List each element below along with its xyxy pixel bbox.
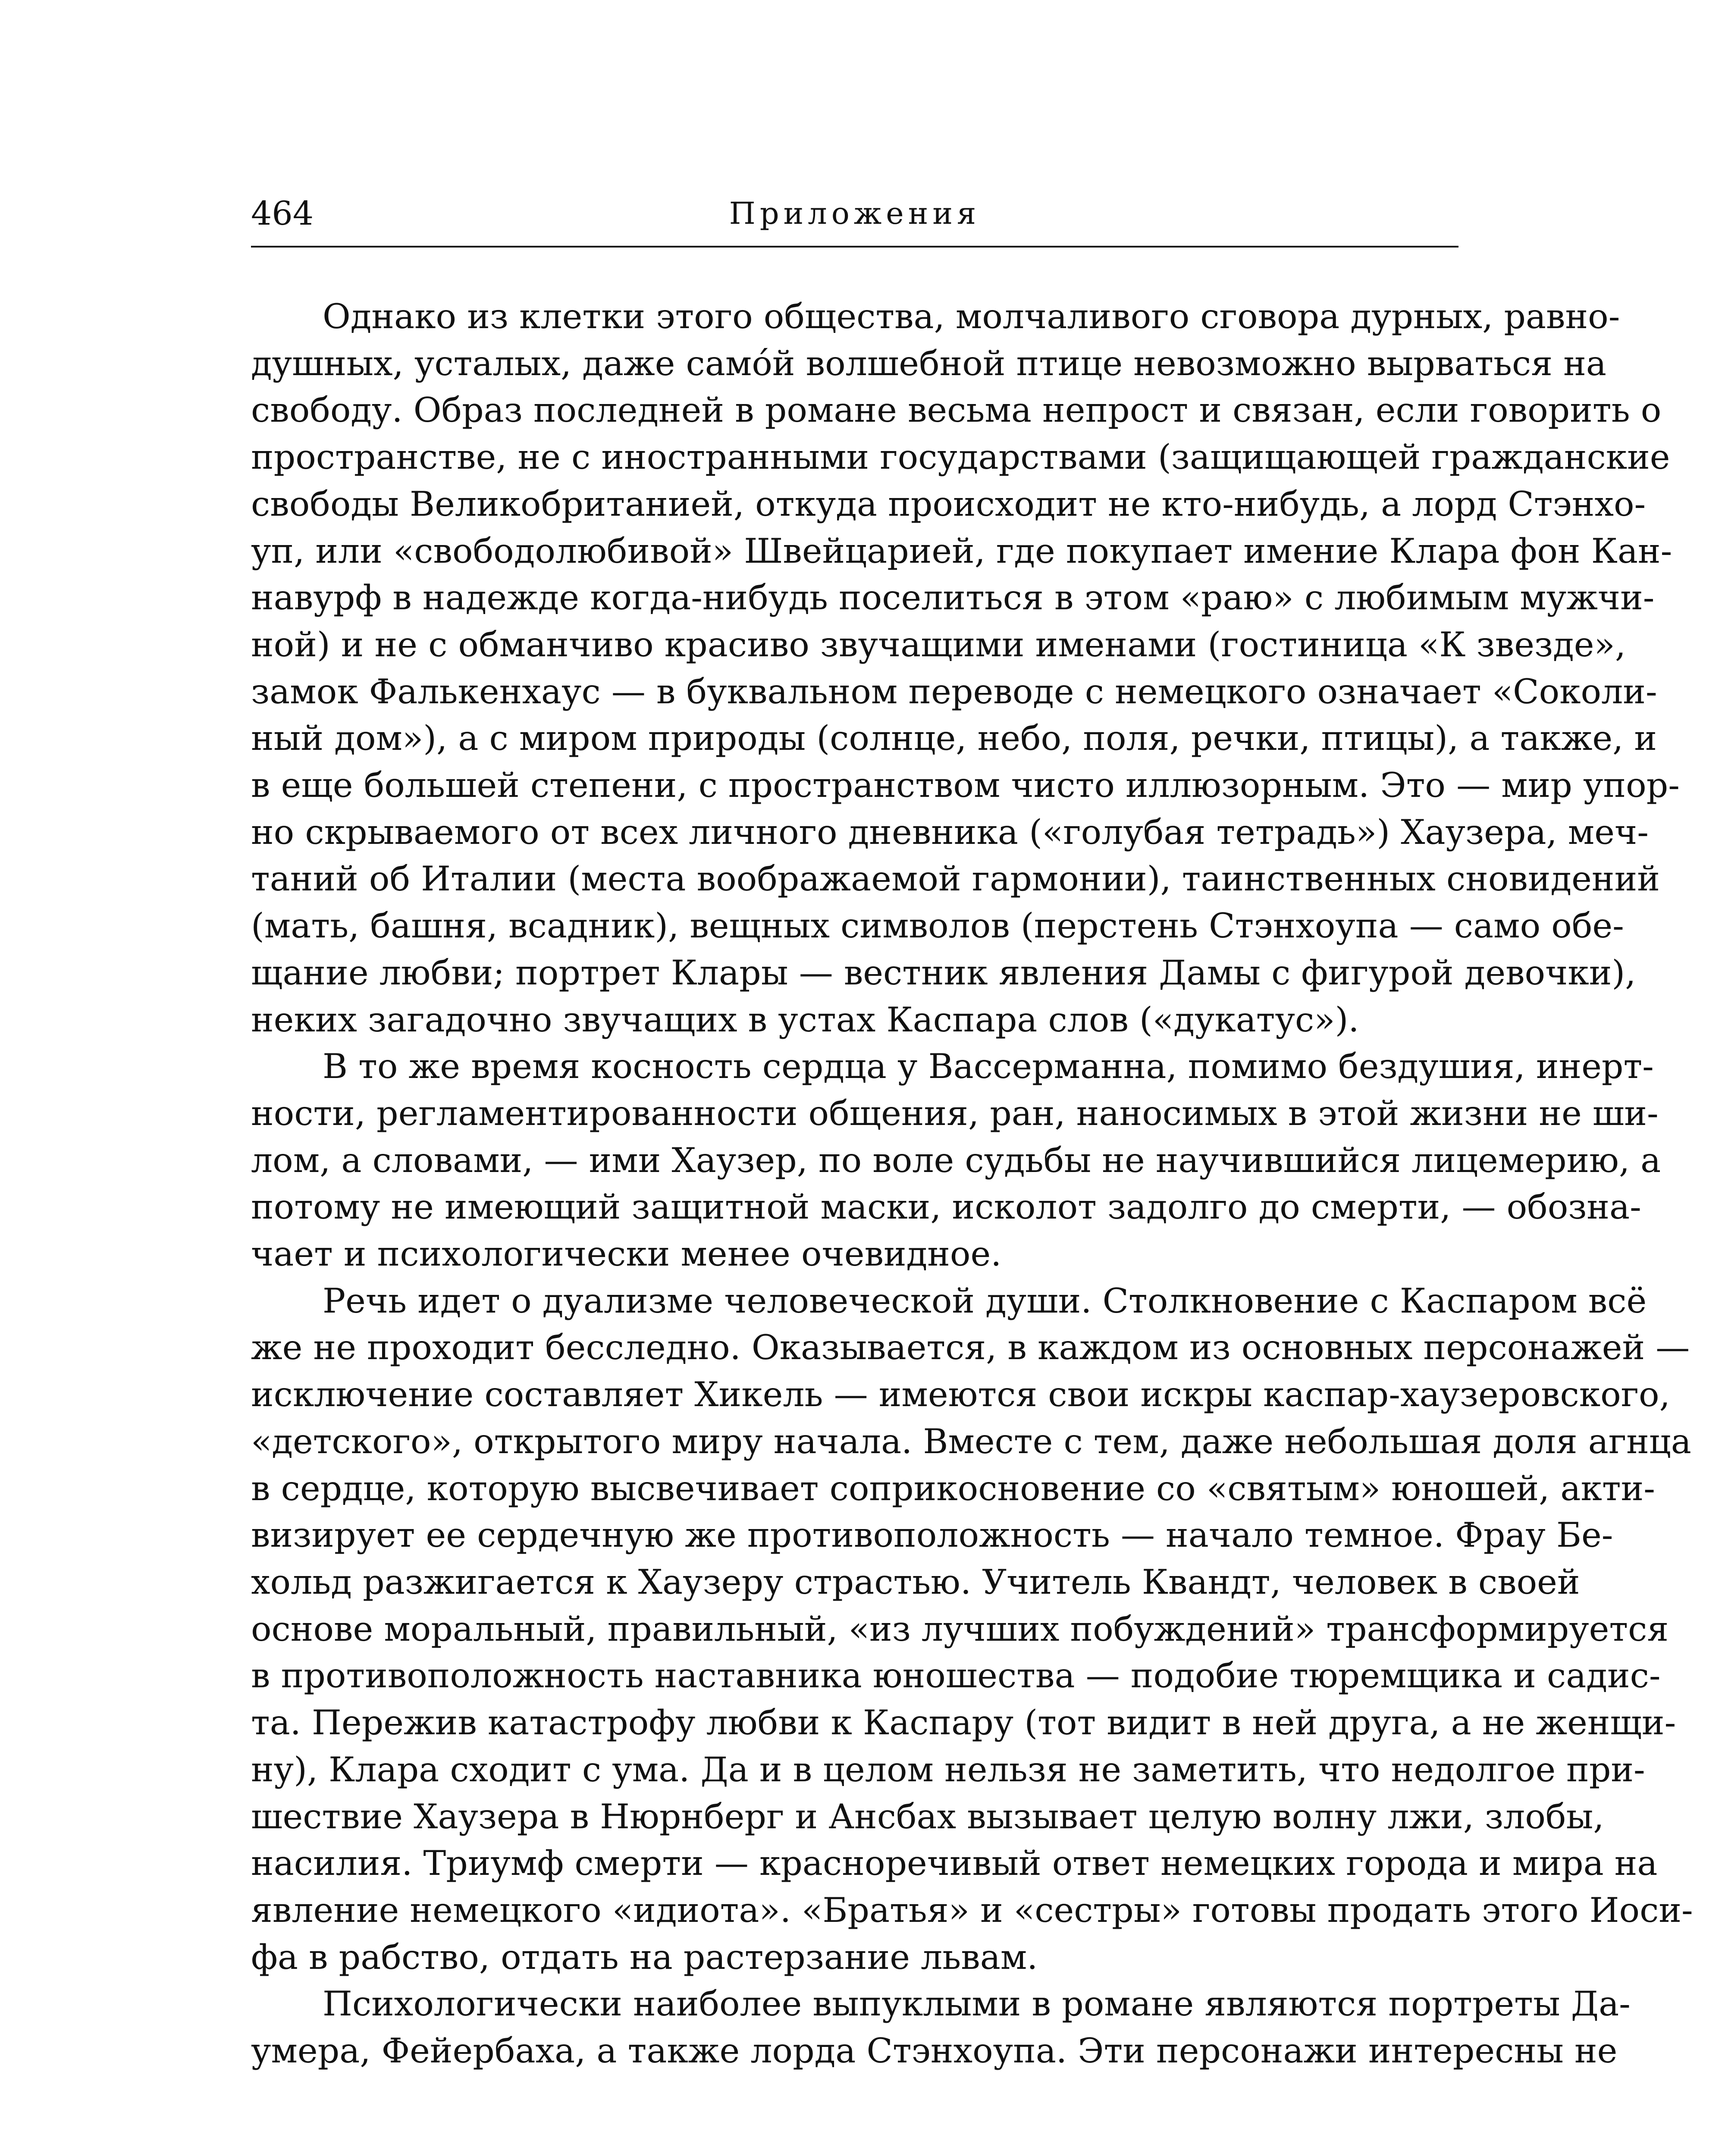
text-line: явление немецкого «идиота». «Братья» и «сестры» готовы продать этого Иоси- bbox=[251, 1890, 1693, 1930]
text-line: свободы Великобританией, откуда происходит не кто-нибудь, а лорд Стэнхо- bbox=[251, 484, 1646, 524]
paragraph-3 bbox=[251, 1278, 1693, 1981]
text-line: же не проходит бесследно. Оказывается, в каждом из основных персонажей — bbox=[251, 1328, 1690, 1368]
text-line: душных, усталых, даже самóй волшебной птице невозможно вырваться на bbox=[251, 343, 1606, 383]
text-line: в сердце, которую высвечивает соприкосновение со «святым» юношей, акти- bbox=[251, 1468, 1655, 1508]
text-line: хольд разжигается к Хаузеру страстью. Учитель Квандт, человек в своей bbox=[251, 1562, 1580, 1602]
text-line: визирует ее сердечную же противоположность — начало темное. Фрау Бе- bbox=[251, 1515, 1613, 1555]
text-line: в еще большей степени, с пространством чисто иллюзорным. Это — мир упор- bbox=[251, 765, 1680, 805]
text-line: замок Фалькенхаус — в буквальном переводе с немецкого означает «Соколи- bbox=[251, 671, 1657, 711]
text-line: Однако из клетки этого общества, молчаливого сговора дурных, равно- bbox=[323, 297, 1620, 336]
text-line: насилия. Триумф смерти — красноречивый ответ немецких города и мира на bbox=[251, 1843, 1658, 1883]
text-line: «детского», открытого миру начала. Вместе с тем, даже небольшая доля агнца bbox=[251, 1421, 1691, 1461]
text-line: навурф в надежде когда-нибудь поселиться в этом «раю» с любимым мужчи- bbox=[251, 578, 1655, 618]
text-line: пространстве, не с иностранными государствами (защищающей гражданские bbox=[251, 437, 1670, 477]
text-line: щание любви; портрет Клары — вестник явления Дамы с фигурой девочки), bbox=[251, 953, 1636, 993]
text-line: ну), Клара сходит с ума. Да и в целом нельзя не заметить, что недолгое при- bbox=[251, 1749, 1645, 1789]
text-line: неких загадочно звучащих в устах Каспара слов («дукатус»). bbox=[251, 1000, 1359, 1040]
text-line: (мать, башня, всадник), вещных символов (перстень Стэнхоупа — само обе- bbox=[251, 906, 1624, 946]
page-number: 464 bbox=[251, 194, 314, 232]
text-line: свободу. Образ последней в романе весьма непрост и связан, если говорить о bbox=[251, 390, 1662, 430]
text-line: чает и психологически менее очевидное. bbox=[251, 1234, 1002, 1274]
text-line: потому не имеющий защитной маски, исколот задолго до смерти, — обозна- bbox=[251, 1187, 1641, 1227]
body-text bbox=[251, 293, 1693, 2075]
text-line: уп, или «свободолюбивой» Швейцарией, где покупает имение Клара фон Кан- bbox=[251, 531, 1672, 571]
text-line: но скрываемого от всех личного дневника («голубая тетрадь») Хаузера, меч- bbox=[251, 812, 1649, 852]
paragraph-2 bbox=[251, 1043, 1661, 1278]
paragraph-1 bbox=[251, 293, 1680, 1043]
text-line: Речь идет о дуализме человеческой души. Столкновение с Каспаром всё bbox=[323, 1281, 1647, 1321]
text-line: шествие Хаузера в Нюрнберг и Ансбах вызывает целую волну лжи, злобы, bbox=[251, 1796, 1604, 1836]
text-line: основе моральный, правильный, «из лучших побуждений» трансформируется bbox=[251, 1609, 1669, 1649]
text-line: та. Пережив катастрофу любви к Каспару (тот видит в ней друга, а не женщи- bbox=[251, 1703, 1676, 1743]
page-header bbox=[251, 181, 1458, 248]
text-line: лом, а словами, — ими Хаузер, по воле судьбы не научившийся лицемерию, а bbox=[251, 1140, 1661, 1180]
text-line: Психологически наиболее выпуклыми в романе являются портреты Да- bbox=[323, 1984, 1631, 2024]
text-line: умера, Фейербаха, а также лорда Стэнхоупа. Эти персонажи интересны не bbox=[251, 2031, 1618, 2071]
text-line: ный дом»), а с миром природы (солнце, небо, поля, речки, птицы), а также, и bbox=[251, 718, 1657, 758]
running-title: Приложения bbox=[729, 196, 981, 231]
text-line: исключение составляет Хикель — имеются свои искры каспар-хаузеровского, bbox=[251, 1375, 1670, 1415]
text-line: в противоположность наставника юношества — подобие тюремщика и садис- bbox=[251, 1656, 1661, 1696]
text-line: ной) и не с обманчиво красиво звучащими именами (гостиница «К звезде», bbox=[251, 624, 1626, 664]
text-line: фа в рабство, отдать на растерзание львам. bbox=[251, 1937, 1038, 1977]
text-line: ности, регламентированности общения, ран, наносимых в этой жизни не ши- bbox=[251, 1093, 1659, 1133]
text-line: В то же время косность сердца у Вассерманна, помимо бездушия, инерт- bbox=[323, 1047, 1654, 1087]
paragraph-4 bbox=[251, 1981, 1631, 2074]
text-line: таний об Италии (места воображаемой гармонии), таинственных сновидений bbox=[251, 859, 1660, 899]
